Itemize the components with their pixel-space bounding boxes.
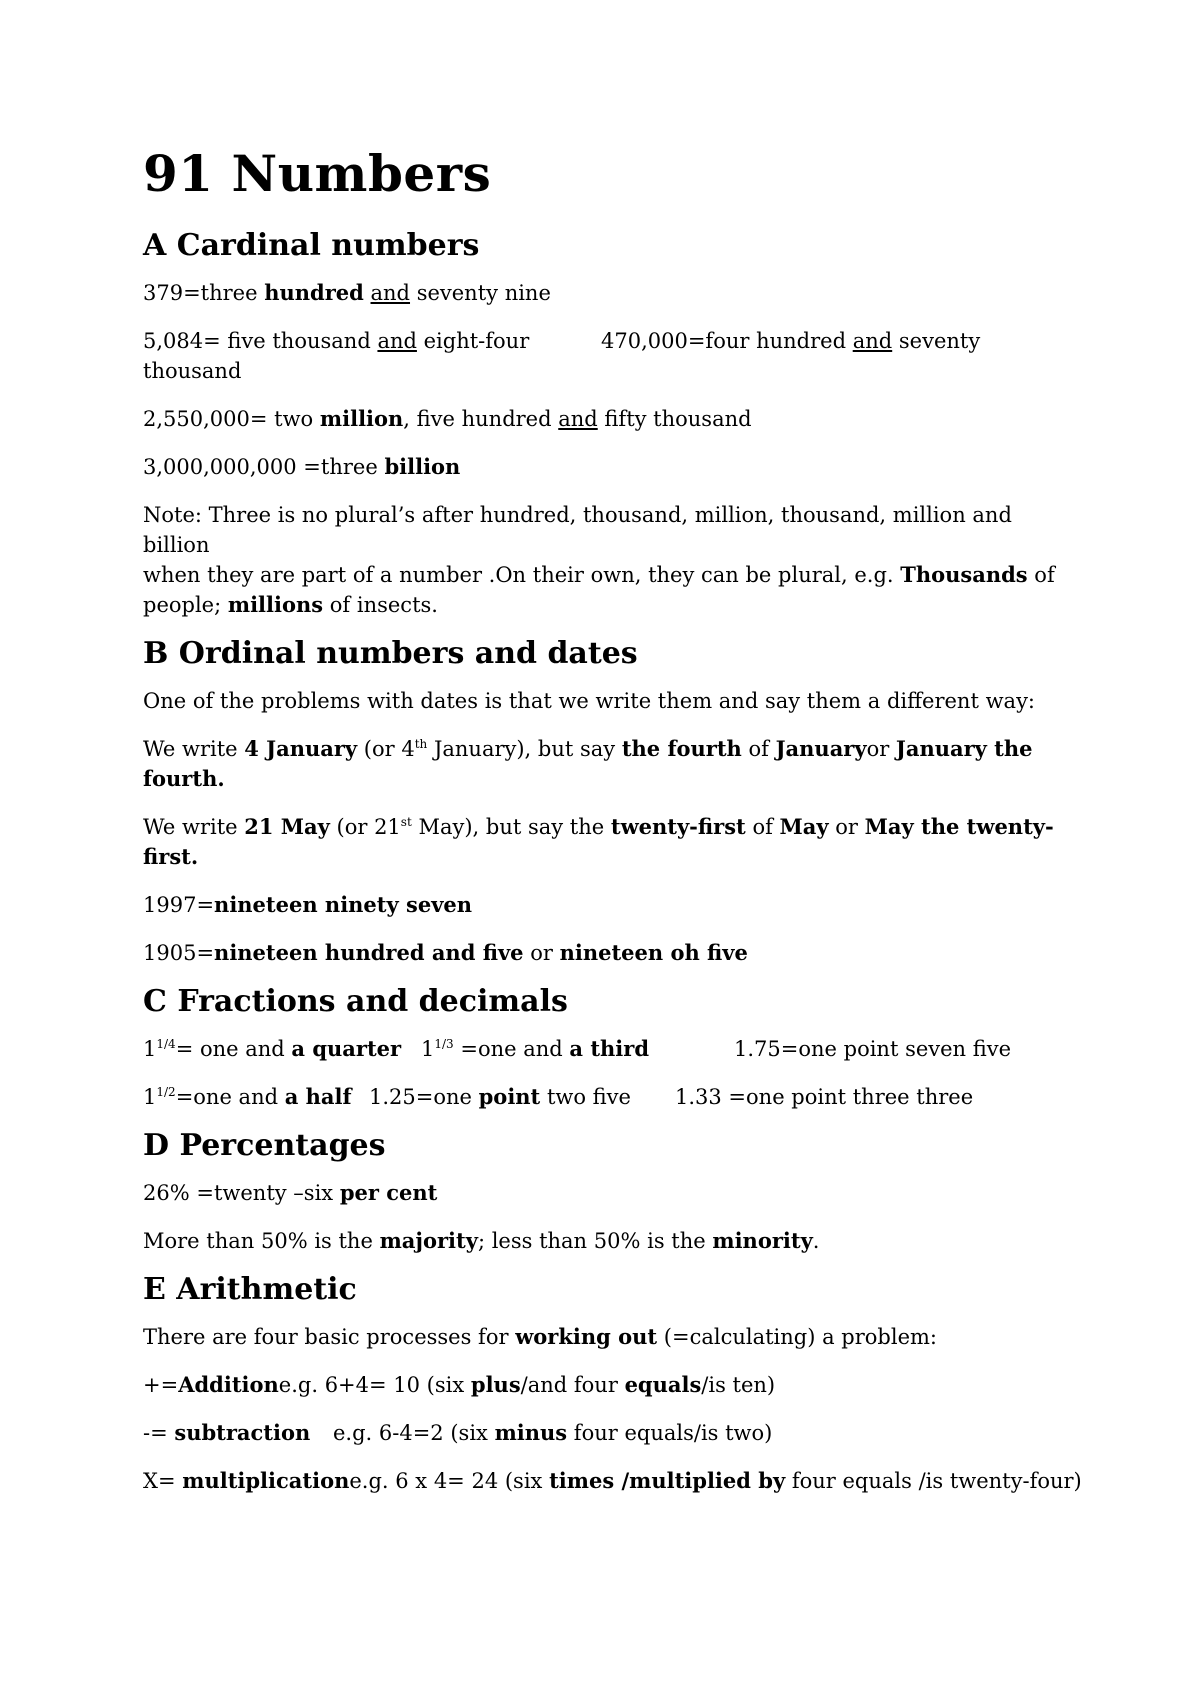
arithmetic-intro: There are four basic processes for working out (=calculating) a problem:	[143, 1324, 937, 1349]
dates-intro: One of the problems with dates is that we write them and say them a different way:	[143, 689, 1036, 713]
document-body	[143, 142, 1083, 1496]
dates-example-may: We write 21 May (or 21st May), but say the twenty-first of May or May the twenty- first.	[143, 814, 1054, 869]
cardinal-line-5084: 5,084= five thousand and eight-four 470,000=four hundred and seventy thousand	[143, 329, 981, 383]
cardinal-line-2550000: 2,550,000= two million, five hundred and fifty thousand	[143, 406, 752, 431]
fractions-row-2: $1^{1/2}=one$ and a half 1.25=one point two five 1.33 =one point three three	[143, 1084, 974, 1109]
section-a-heading: A Cardinal numbers	[143, 228, 480, 263]
fractions-row-1: $1^{1/4}=$ one and a quarter $1^{1/3} =one$ and a third 1.75=one point seven five	[143, 1036, 1012, 1061]
year-1905: 1905=nineteen hundred and five or nineteen oh five	[143, 940, 748, 965]
subtraction-line: -= subtraction e.g. 6-4=2 (six minus four equals/is two)	[143, 1420, 773, 1445]
addition-line: +=Additione.g. 6+4= 10 (six plus/and four equals/is ten)	[143, 1372, 776, 1397]
majority-minority: More than 50% is the majority; less than 50% is the minority.	[143, 1228, 820, 1253]
cardinal-line-379: 379=three hundred and seventy nine	[143, 280, 551, 305]
dates-example-january: We write 4 January (or 4th January), but say the fourth of Januaryor January the fourth.	[143, 736, 1033, 791]
section-b-heading: B Ordinal numbers and dates	[143, 636, 638, 671]
section-e-heading: E Arithmetic	[143, 1272, 357, 1307]
year-1997: 1997=nineteen ninety seven	[143, 892, 473, 917]
multiplication-line: X= multiplicatione.g. 6 x 4= 24 (six times /multiplied by four equals /is twenty-four)	[143, 1468, 1082, 1493]
page-title: 91 Numbers	[143, 144, 492, 203]
cardinal-note: Note: Three is no plural’s after hundred, thousand, million, thousand, million and billion when they are part of a number .On their own, they can be plural, e.g. Thousands of people; millions of insects.	[143, 503, 1055, 617]
cardinal-line-billion: 3,000,000,000 =three billion	[143, 454, 461, 479]
section-c-heading: C Fractions and decimals	[143, 984, 568, 1019]
section-d-heading: D Percentages	[143, 1128, 386, 1163]
percent-example: 26% =twenty –six per cent	[143, 1180, 438, 1205]
